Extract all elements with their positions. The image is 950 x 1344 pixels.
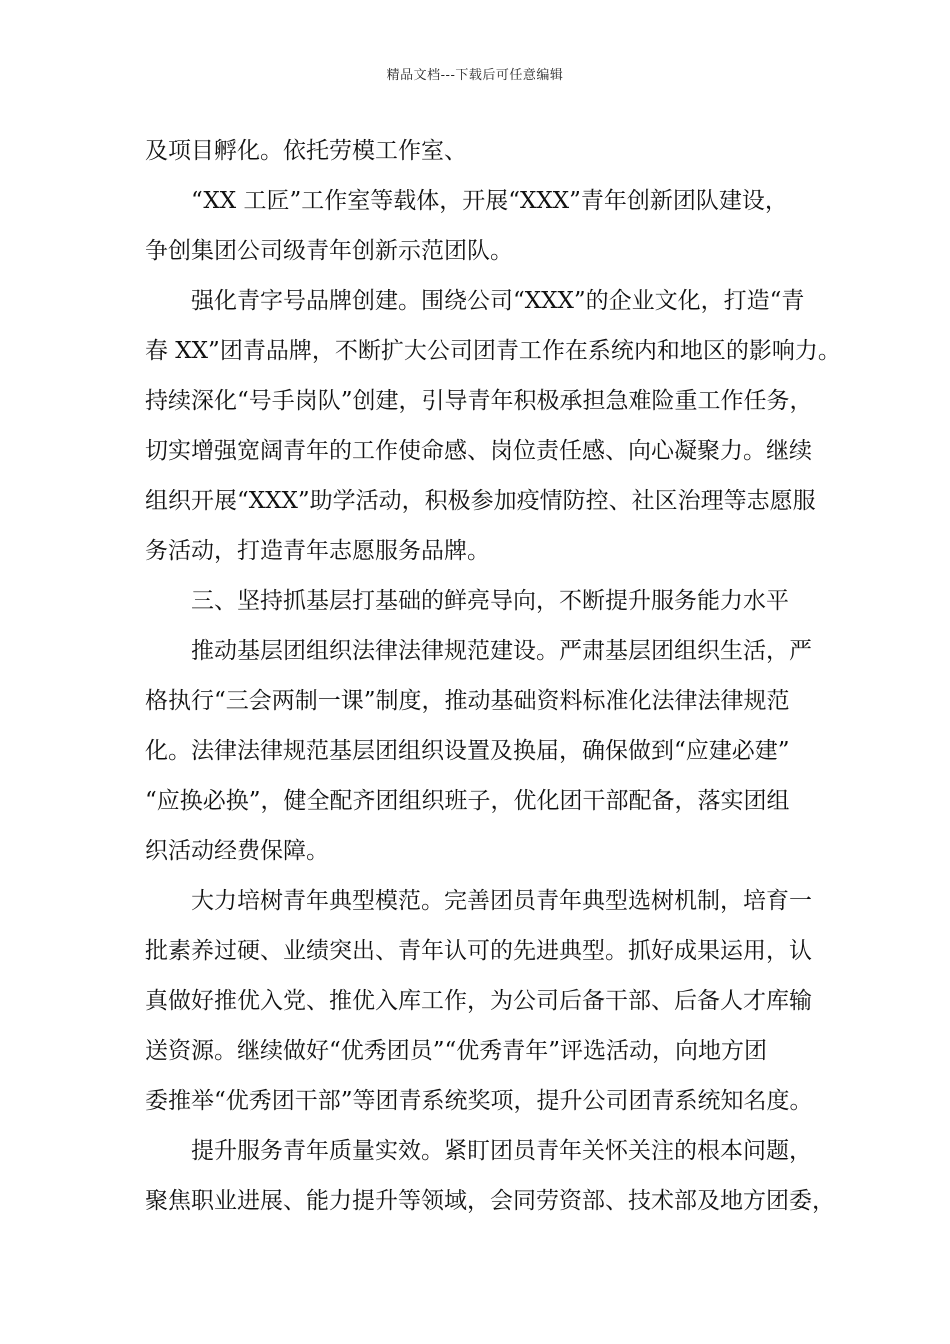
text-line: 送资源。继续做好“优秀团员”“优秀青年”评选活动，向地方团	[145, 1038, 768, 1064]
page-header: 精品文档---下载后可任意编辑	[386, 68, 564, 83]
text-line: 织活动经费保障。	[145, 838, 329, 864]
text-line: 持续深化“号手岗队”创建，引导青年积极承担急难险重工作任务，	[145, 388, 813, 414]
text-line: 争创集团公司级青年创新示范团队。	[145, 238, 513, 264]
text-line: 务活动，打造青年志愿服务品牌。	[145, 538, 490, 564]
text-line: 春 XX”团青品牌，不断扩大公司团青工作在系统内和地区的影响力。	[145, 338, 841, 364]
text-line: 化。法律法律规范基层团组织设置及换届，确保做到“应建必建”	[145, 738, 790, 764]
text-line: 组织开展“XXX”助学活动，积极参加疫情防控、社区治理等志愿服	[145, 488, 816, 514]
text-line: 批素养过硬、业绩突出、青年认可的先进典型。抓好成果运用，认	[145, 938, 812, 964]
text-line: “XX 工匠”工作室等载体，开展“XXX”青年创新团队建设，	[191, 188, 788, 214]
text-line: 及项目孵化。依托劳模工作室、	[145, 138, 467, 164]
text-line: 切实增强宽阔青年的工作使命感、岗位责任感、向心凝聚力。继续	[145, 438, 812, 464]
text-line: 大力培树青年典型模范。完善团员青年典型选树机制，培育一	[191, 888, 812, 914]
text-line: 真做好推优入党、推优入库工作，为公司后备干部、后备人才库输	[145, 988, 812, 1014]
text-line: 提升服务青年质量实效。紧盯团员青年关怀关注的根本问题，	[191, 1138, 812, 1164]
text-line: 格执行“三会两制一课”制度，推动基础资料标准化法律法律规范	[145, 688, 790, 714]
text-line: 委推举“优秀团干部”等团青系统奖项，提升公司团青系统知名度。	[145, 1088, 813, 1114]
section-heading: 三、坚持抓基层打基础的鲜亮导向，不断提升服务能力水平	[191, 588, 789, 614]
text-line: 推动基层团组织法律法律规范建设。严肃基层团组织生活，严	[191, 638, 812, 664]
text-line: 聚焦职业进展、能力提升等领域，会同劳资部、技术部及地方团委，	[145, 1188, 835, 1214]
text-line: 强化青字号品牌创建。围绕公司“XXX”的企业文化，打造“青	[191, 288, 805, 314]
text-line: “应换必换”，健全配齐团组织班子，优化团干部配备，落实团组	[145, 788, 790, 814]
